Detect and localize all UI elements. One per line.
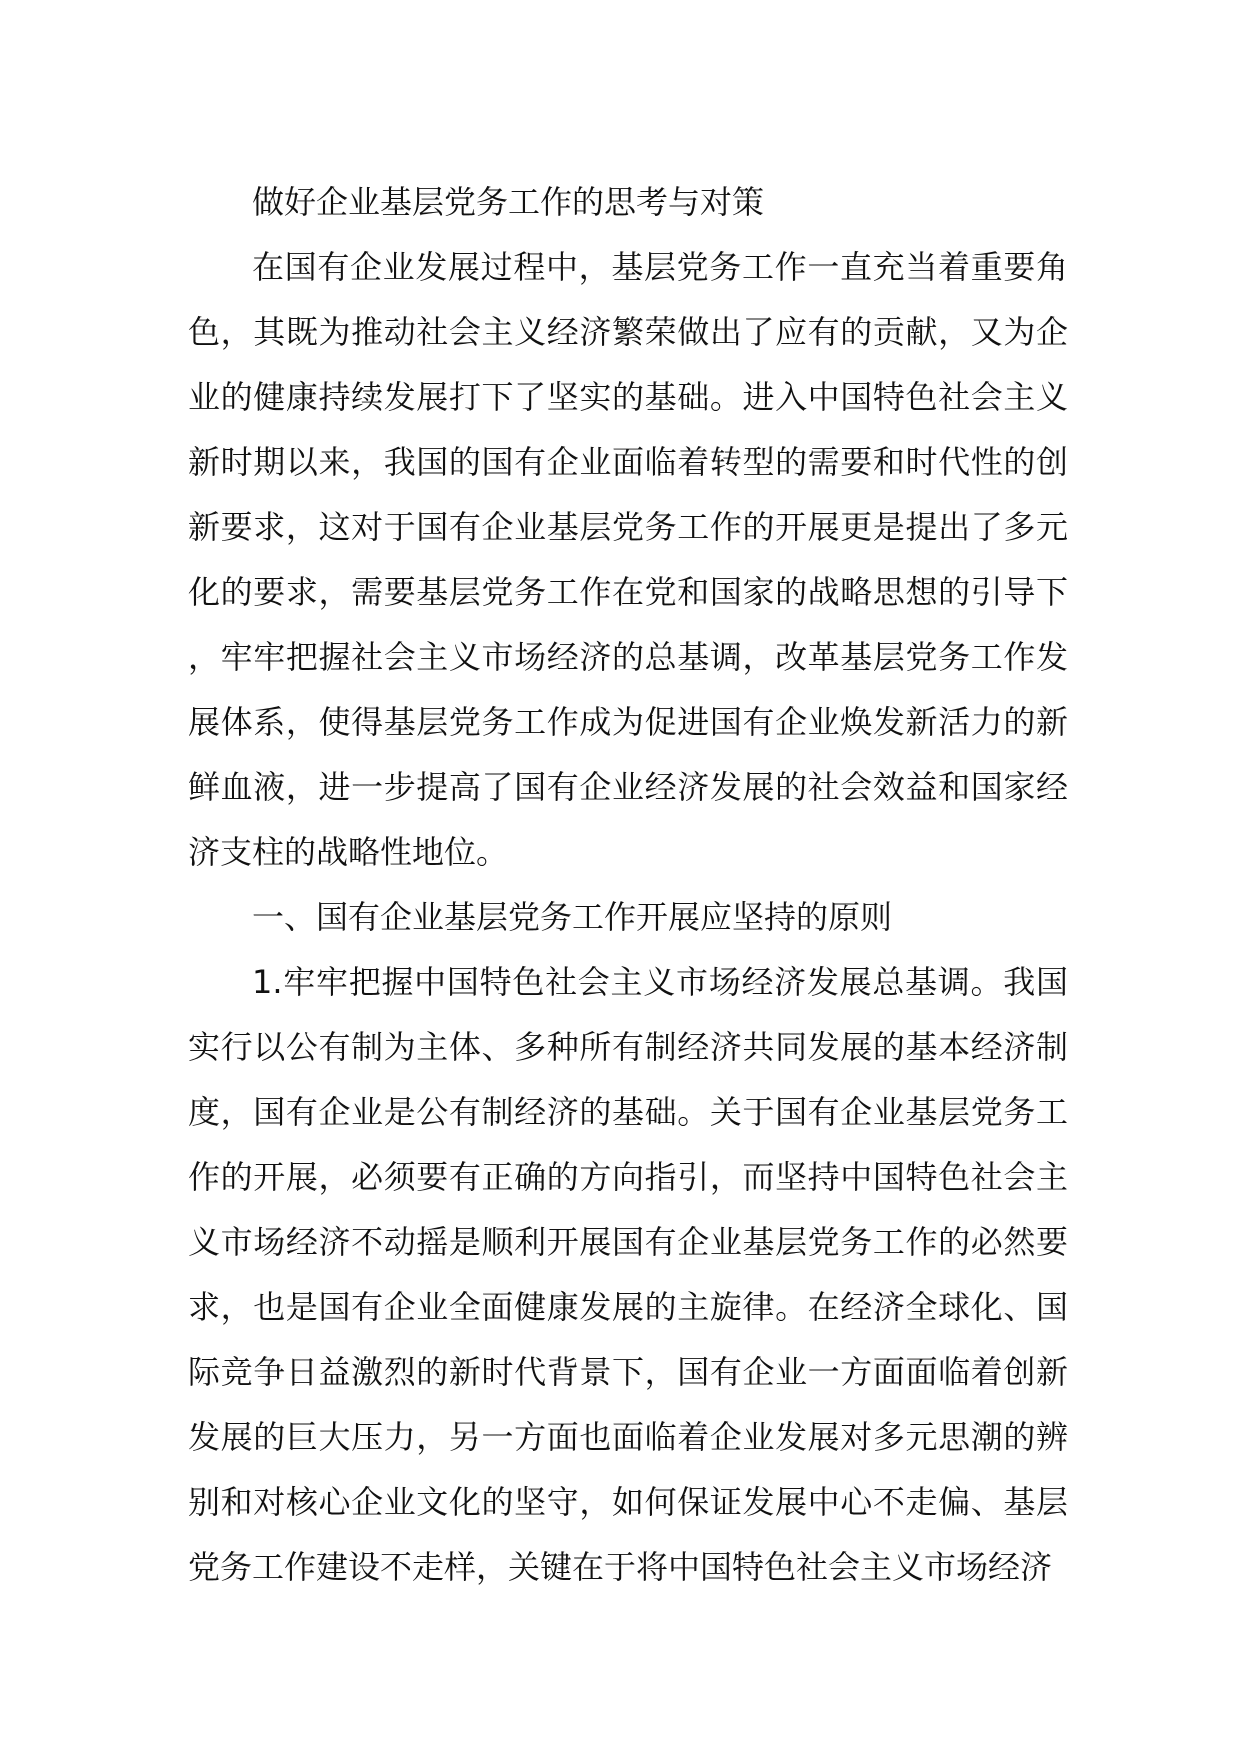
document-body [188,170,1068,1600]
section-heading: 一、国有企业基层党务工作开展应坚持的原则 [252,898,893,936]
paragraph-intro: 在国有企业发展过程中，基层党务工作一直充当着重要角色，其既为推动社会主义经济繁荣做出了应有的贡献，又为企业的健康持续发展打下了坚实的基础。进入中国特色社会主义新时期以来，我国的国有企业面临着转型的需要和时代性的创新要求，这对于国有企业基层党务工作的开展更是提出了多元化的要求，需要基层党务工作在党和国家的战略思想的引导下，牢牢把握社会主义市场经济的总基调，改革基层党务工作发展体系，使得基层党务工作成为促进国有企业焕发新活力的新鲜血液，进一步提高了国有企业经济发展的社会效益和国家经济支柱的战略性地位。 [188,248,1068,871]
document-title: 做好企业基层党务工作的思考与对策 [252,183,765,221]
paragraph-point-1: 1.牢牢把握中国特色社会主义市场经济发展总基调。我国实行以公有制为主体、多种所有制经济共同发展的基本经济制度，国有企业是公有制经济的基础。关于国有企业基层党务工作的开展，必须要有正确的方向指引，而坚持中国特色社会主义市场经济不动摇是顺利开展国有企业基层党务工作的必然要求，也是国有企业全面健康发展的主旋律。在经济全球化、国际竞争日益激烈的新时代背景下，国有企业一方面面临着创新发展的巨大压力，另一方面也面临着企业发展对多元思潮的辨别和对核心企业文化的坚守，如何保证发展中心不走偏、基层党务工作建设不走样，关键在于将中国特色社会主义市场经济 [188,963,1068,1586]
